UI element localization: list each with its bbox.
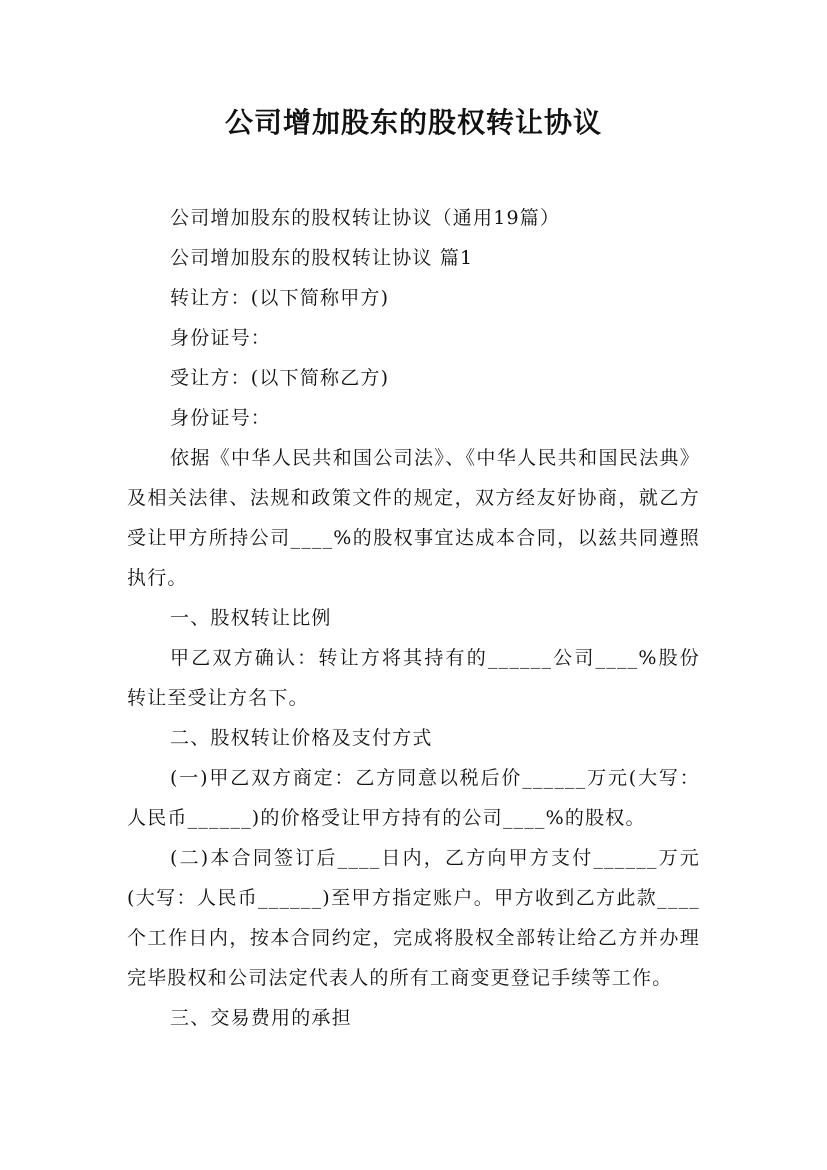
paragraph-heading-ratio: 一、股权转让比例 bbox=[170, 607, 332, 629]
paragraph-transferor: 转让方：(以下简称甲方) bbox=[170, 287, 390, 309]
paragraph-heading-price: 二、股权转让价格及支付方式 bbox=[170, 727, 433, 749]
paragraph-subtitle: 公司增加股东的股权转让协议（通用19篇） bbox=[170, 207, 561, 229]
paragraph-transferor-id: 身份证号： bbox=[170, 327, 272, 349]
paragraph-price-clause-1: (一)甲乙双方商定：乙方同意以税后价______万元(大写：人民币______)的价格受让甲方持有的公司____%的股权。 bbox=[127, 767, 700, 829]
paragraph-heading-fees: 三、交易费用的承担 bbox=[170, 1007, 352, 1029]
document-title: 公司增加股东的股权转让协议 bbox=[224, 106, 602, 139]
paragraph-price-clause-2: (二)本合同签订后____日内，乙方向甲方支付______万元(大写：人民币______)至甲方指定账户。甲方收到乙方此款____个工作日内，按本合同约定，完成将股权全部转让给乙方并办理完毕股权和公司法定代表人的所有工商变更登记手续等工作。 bbox=[127, 847, 700, 989]
paragraph-preamble: 依据《中华人民共和国公司法》、《中华人民共和国民法典》及相关法律、法规和政策文件的规定，双方经友好协商，就乙方受让甲方所持公司____%的股权事宜达成本合同，以兹共同遵照执行。 bbox=[127, 447, 700, 589]
paragraph-transferee: 受让方：(以下简称乙方) bbox=[170, 367, 390, 389]
paragraph-transferee-id: 身份证号： bbox=[170, 407, 272, 429]
paragraph-ratio-confirm: 甲乙双方确认：转让方将其持有的______公司____%股份转让至受让方名下。 bbox=[127, 647, 700, 709]
paragraph-section-heading: 公司增加股东的股权转让协议 篇1 bbox=[170, 247, 474, 269]
